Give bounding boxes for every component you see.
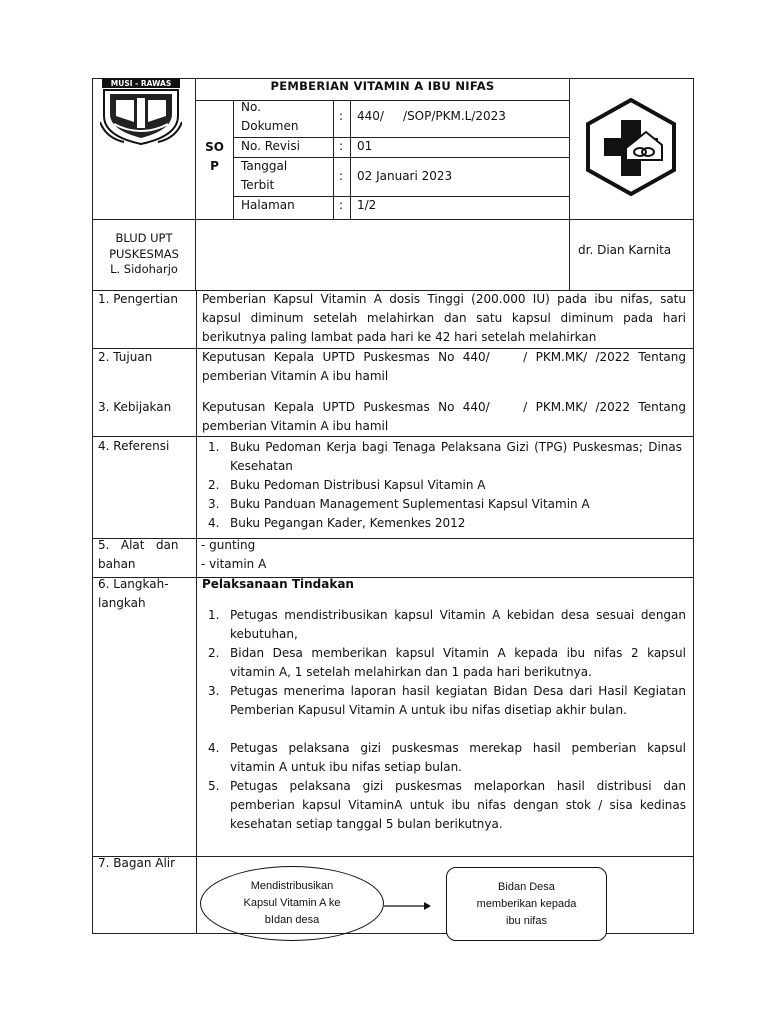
sop-label: SO P bbox=[205, 140, 224, 173]
list-item: 4. Buku Pegangan Kader, Kemenkes 2012 bbox=[208, 516, 466, 530]
list-item: - vitamin A bbox=[201, 557, 267, 571]
list-item: 1. Petugas mendistribusikan kapsul Vitamin A kebidan desa sesuai dengan kebutuhan, bbox=[208, 608, 686, 641]
signatory-name: dr. Dian Karnita bbox=[578, 243, 672, 257]
regency-emblem-icon bbox=[100, 78, 182, 146]
field-value-halaman: 1/2 bbox=[357, 198, 377, 212]
flowchart-node-distribute bbox=[200, 866, 384, 941]
section-label-alat: 5. Alat dan bbox=[98, 538, 179, 552]
section-heading-langkah: Pelaksanaan Tindakan bbox=[202, 577, 354, 591]
list-item: 2. Bidan Desa memberikan kapsul Vitamin A kepada ibu nifas 2 kapsul vitamin A, 1 setelah melahirkan dan 1 pada hari berikutnya. bbox=[208, 646, 686, 679]
section-text-kebijakan: Keputusan Kepala UPTD Puskesmas No 440/ / PKM.MK/ /2022 Tentang pemberian Vitamin A ibu hamil bbox=[202, 400, 690, 433]
list-item: 2. Buku Pedoman Distribusi Kapsul Vitamin A bbox=[208, 478, 486, 492]
flowchart-node-label: Mendistribusikan Kapsul Vitamin A ke bIdan desa bbox=[243, 880, 341, 926]
puskesmas-logo bbox=[584, 98, 678, 196]
field-sep-tanggal: : bbox=[339, 169, 344, 183]
section-label-bahan: bahan bbox=[98, 557, 136, 571]
field-value-dokumen: 440/ /SOP/PKM.L/2023 bbox=[357, 109, 506, 123]
field-sep-revisi: : bbox=[339, 139, 344, 153]
list-item: 4. Petugas pelaksana gizi puskesmas merekap hasil pemberian kapsul vitamin A untuk ibu nifas setiap bulan. bbox=[208, 741, 686, 774]
field-value-tanggal: 02 Januari 2023 bbox=[357, 169, 453, 183]
list-item: 3. Buku Panduan Management Suplementasi Kapsul Vitamin A bbox=[208, 497, 590, 511]
list-item: 5. Petugas pelaksana gizi puskesmas melaporkan hasil distribusi dan pemberian kapsul VitaminA untuk ibu nifas dengan stok / sisa kedinas kesehatan setiap tanggal 5 bulan berikutnya. bbox=[208, 779, 686, 831]
field-label-halaman: Halaman bbox=[241, 198, 295, 212]
section-label-bagan: 7. Bagan Alir bbox=[98, 856, 176, 870]
list-item: - gunting bbox=[201, 538, 256, 552]
section-label-langkah: 6. Langkah- langkah bbox=[98, 577, 169, 610]
puskesmas-emblem-icon bbox=[584, 98, 678, 196]
field-sep-halaman: : bbox=[339, 198, 344, 212]
section-text-pengertian: Pemberian Kapsul Vitamin A dosis Tinggi (200.000 IU) pada ibu nifas, satu kapsul diminum setelah melahirkan dan satu kapsul diminum pada hari berikutnya paling lambat pada hari ke 42 hari setelah melahirkan bbox=[202, 292, 686, 344]
section-label-pengertian: 1. Pengertian bbox=[98, 292, 178, 306]
section-text-tujuan: Keputusan Kepala UPTD Puskesmas No 440/ / PKM.MK/ /2022 Tentang pemberian Vitamin A ibu hamil bbox=[202, 350, 690, 383]
logo-text: MUSI - RAWAS bbox=[110, 79, 172, 88]
list-item: 3. Petugas menerima laporan hasil kegiatan Bidan Desa dari Hasil Kegiatan Pemberian Kapusul Vitamin A untuk ibu nifas disetiap akhir bulan. bbox=[208, 684, 686, 717]
field-label-revisi: No. Revisi bbox=[241, 139, 300, 153]
flowchart-arrow bbox=[384, 900, 432, 912]
section-label-kebijakan: 3. Kebijakan bbox=[98, 400, 172, 414]
flowchart-node-label: Bidan Desa memberikan kepada ibu nifas bbox=[476, 880, 577, 927]
field-label-dokumen: No. Dokumen bbox=[241, 100, 299, 133]
musi-rawas-logo bbox=[100, 78, 182, 146]
field-sep-dokumen: : bbox=[339, 109, 344, 123]
flowchart-node-bidan bbox=[446, 867, 607, 941]
section-label-tujuan: 2. Tujuan bbox=[98, 350, 153, 364]
list-item: 1. Buku Pedoman Kerja bagi Tenaga Pelaksana Gizi (TPG) Puskesmas; Dinas Kesehatan bbox=[208, 440, 682, 473]
field-label-tanggal: Tanggal Terbit bbox=[241, 159, 288, 192]
section-label-referensi: 4. Referensi bbox=[98, 439, 170, 453]
document-title: PEMBERIAN VITAMIN A IBU NIFAS bbox=[270, 79, 495, 93]
field-value-revisi: 01 bbox=[357, 139, 373, 153]
organization-name: BLUD UPT PUSKESMAS L. Sidoharjo bbox=[109, 231, 179, 276]
